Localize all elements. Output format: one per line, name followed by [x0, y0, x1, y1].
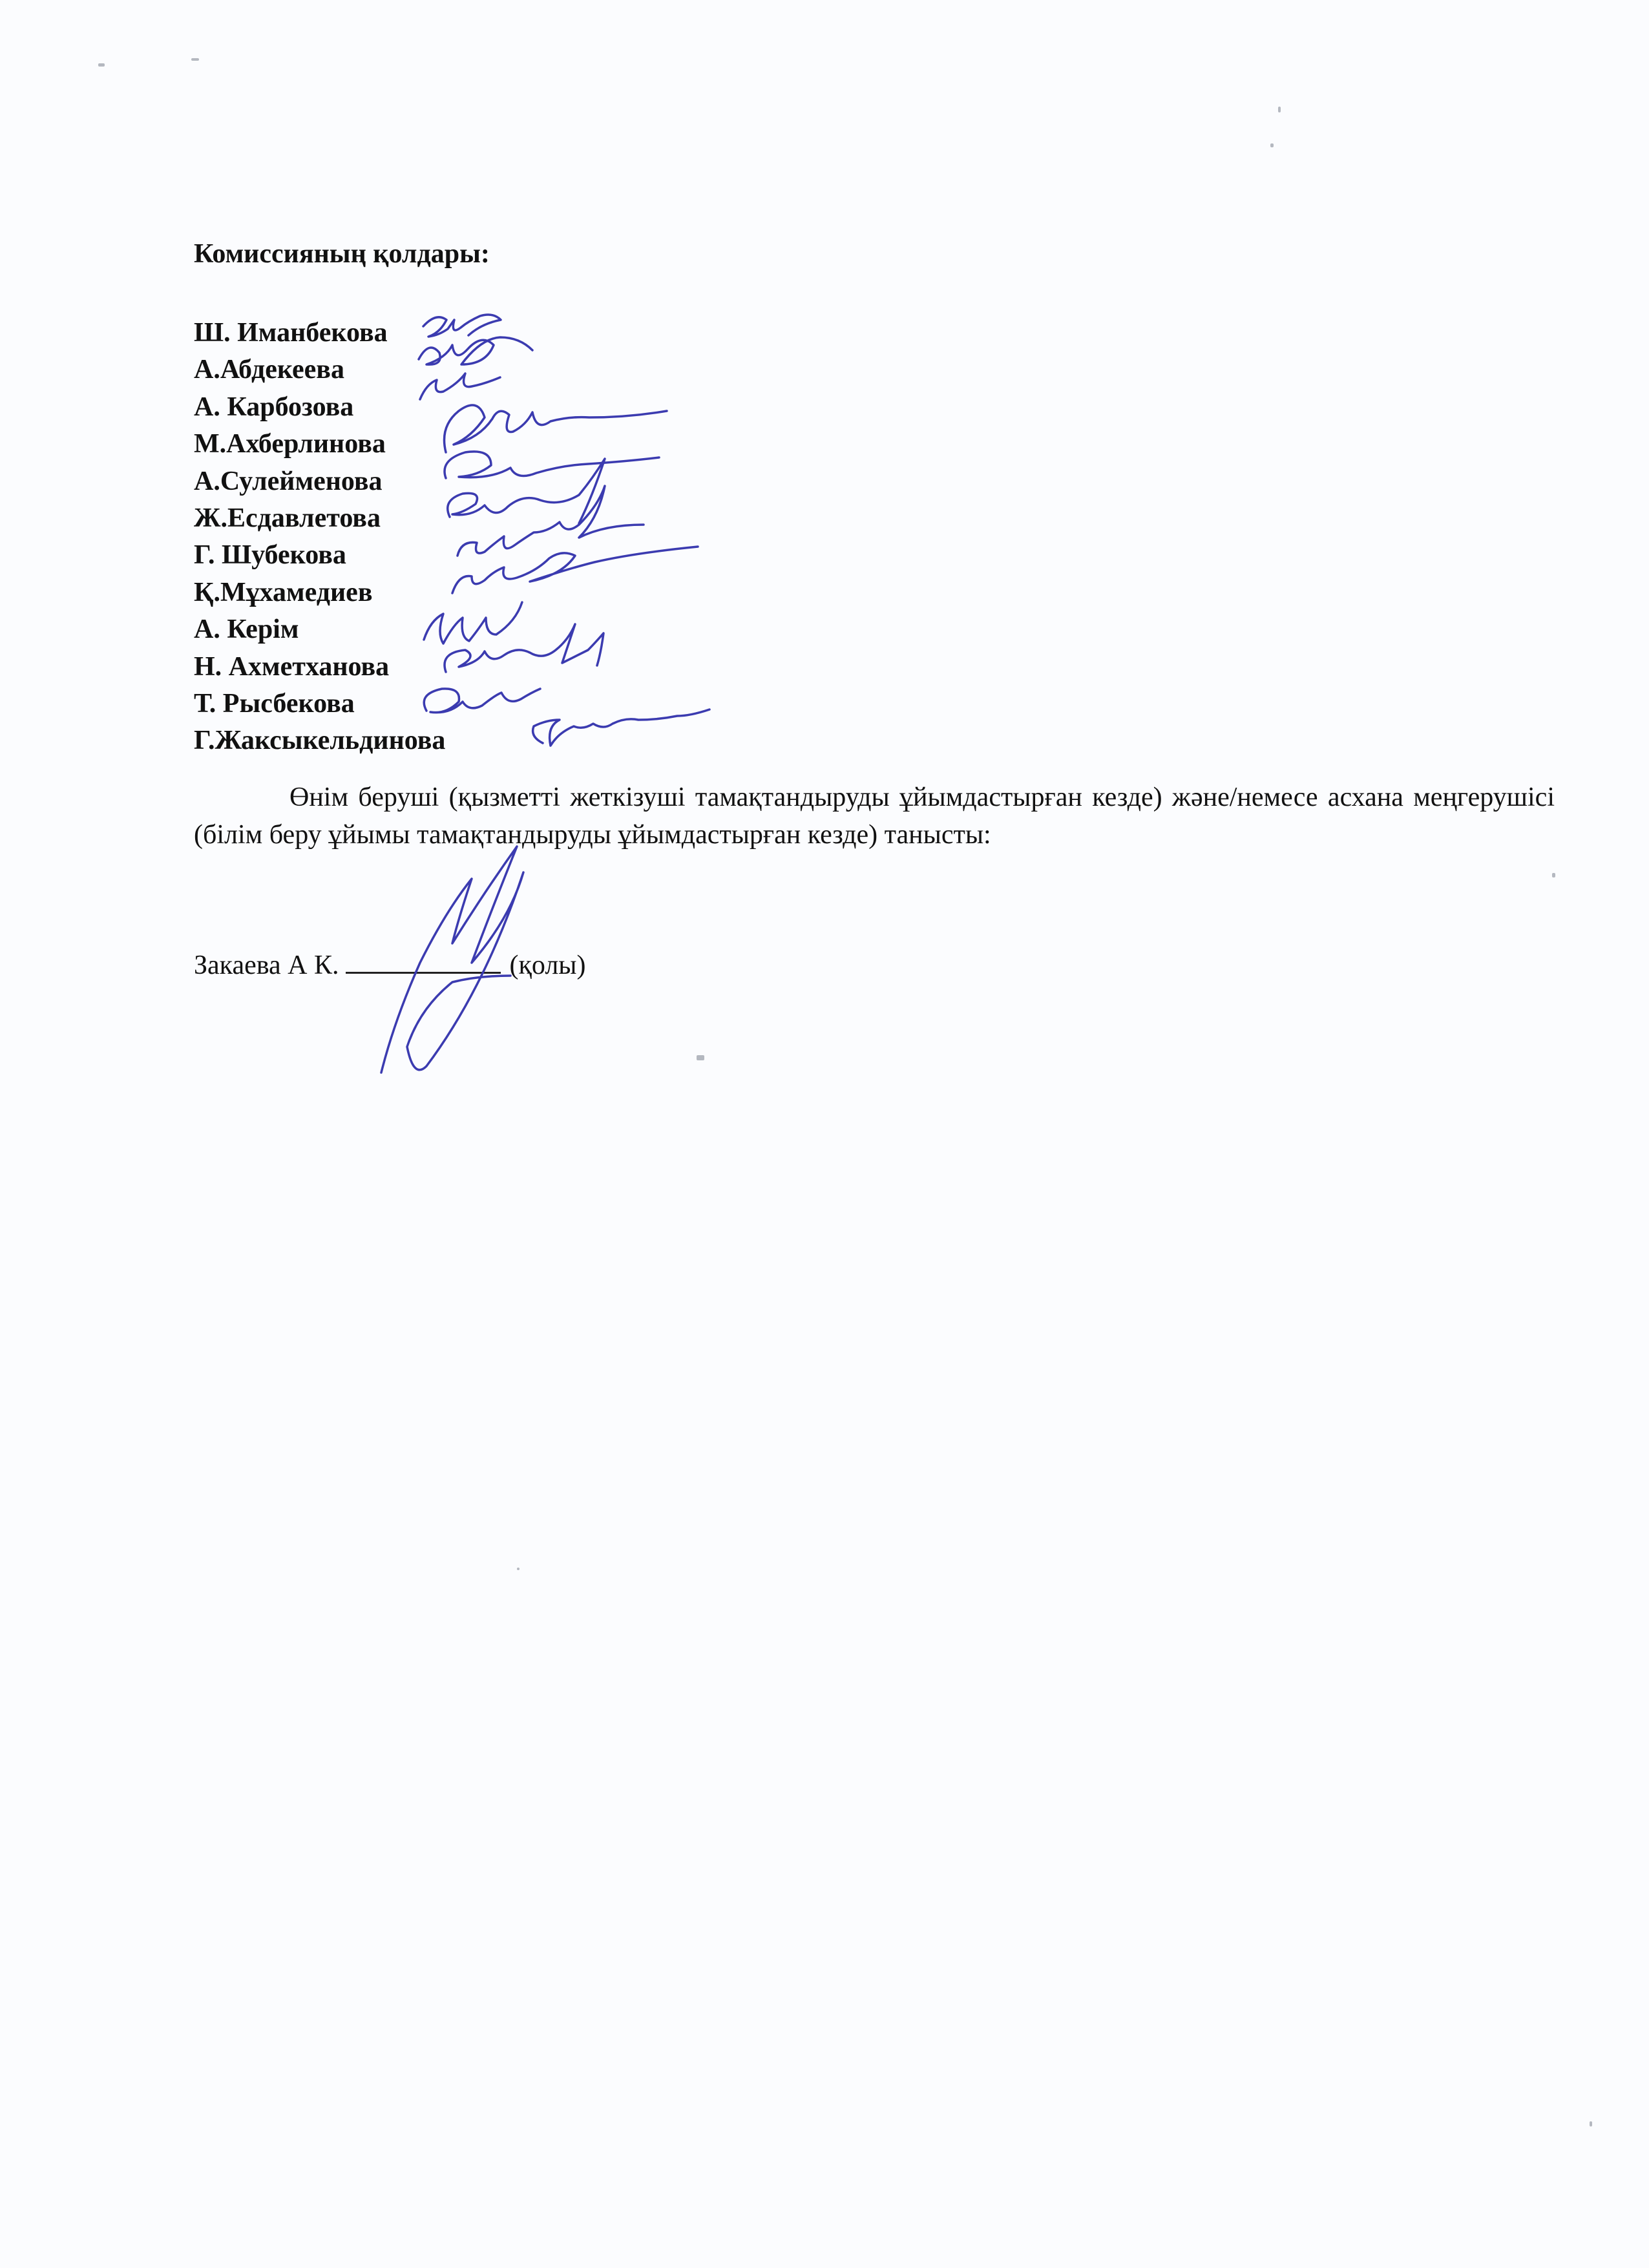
signature-blank — [346, 947, 501, 974]
signature-5 — [445, 452, 659, 478]
commission-member: Т. Рысбекова — [194, 688, 355, 719]
scan-speck — [98, 63, 105, 67]
scan-speck — [191, 58, 199, 61]
commission-member: Қ.Мұхамедиев — [194, 577, 373, 607]
commission-member: Г. Шубекова — [194, 540, 346, 571]
scan-speck — [517, 1568, 520, 1570]
commission-member-list — [194, 315, 445, 760]
commission-member: Ж.Есдавлетова — [194, 503, 381, 533]
acknowledgement-paragraph: Өнім беруші (қызметті жеткізуші тамақтандыруды ұйымдастырған кезде) және/немесе асхана меңгерушісі (білім беру ұйымы тамақтандыруды ұйымдастырған кезде) танысты: — [194, 782, 1555, 850]
commission-member: Г.Жаксыкельдинова — [194, 726, 446, 756]
commission-member: Ш. Иманбекова — [194, 318, 388, 348]
commission-member: А.Сулейменова — [194, 466, 383, 496]
supplier-signature-line — [194, 947, 586, 982]
scan-speck — [697, 1055, 704, 1060]
signature-10 — [445, 624, 604, 672]
commission-member: А. Керім — [194, 614, 299, 645]
signature-7 — [457, 486, 644, 556]
signatory-name: Закаева А К. — [194, 950, 339, 980]
signature-8 — [452, 547, 698, 593]
commission-member: Н. Ахметханова — [194, 651, 390, 682]
signature-caption: (қолы) — [509, 950, 586, 980]
signature-4 — [445, 405, 667, 452]
scan-speck — [1278, 107, 1281, 112]
scan-speck — [1270, 143, 1274, 147]
commission-signatures-heading: Комиссияның қолдары: — [194, 239, 490, 269]
commission-member: М.Ахберлинова — [194, 429, 386, 459]
signature-12 — [533, 709, 709, 746]
scan-speck — [1552, 873, 1555, 877]
scan-speck — [1590, 2121, 1592, 2126]
commission-member: А.Абдекеева — [194, 355, 344, 385]
commission-member: А. Карбозова — [194, 392, 354, 422]
signature-6 — [448, 459, 605, 523]
